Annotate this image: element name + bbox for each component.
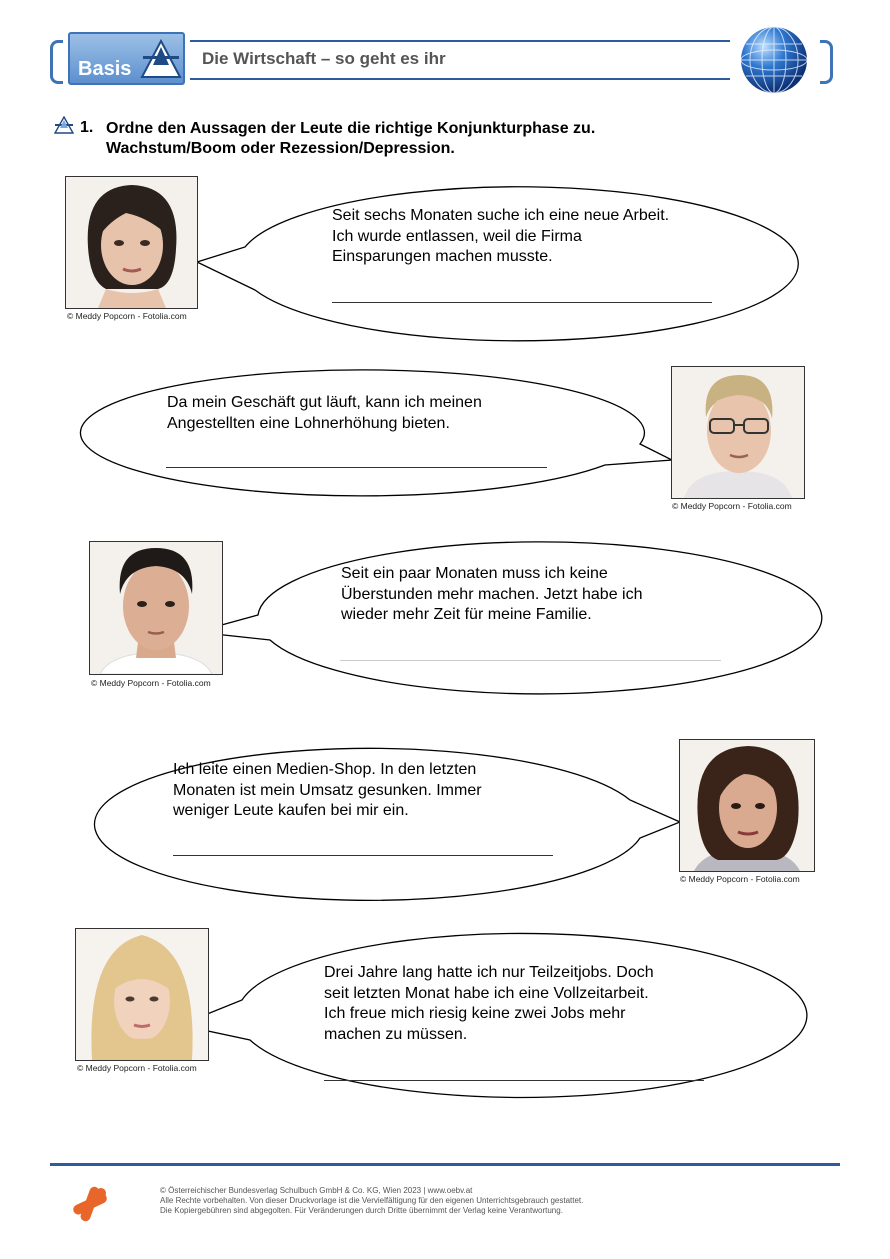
photo-person-4 (679, 739, 815, 872)
answer-line-2[interactable] (166, 467, 547, 468)
photo-credit-5: © Meddy Popcorn - Fotolia.com (77, 1063, 197, 1073)
footer-legal (160, 1186, 583, 1216)
statement-5-line-3: Ich freue mich riesig keine zwei Jobs mehr (324, 1005, 626, 1022)
statement-5 (324, 963, 654, 1045)
photo-person-3 (89, 541, 223, 675)
statement-2-line-1: Da mein Geschäft gut läuft, kann ich meinen (167, 394, 482, 411)
photo-person-1 (65, 176, 198, 309)
statement-4-line-3: weniger Leute kaufen bei mir ein. (173, 802, 409, 819)
page-title: Die Wirtschaft – so geht es ihr (202, 49, 446, 68)
statement-1-line-3: Einsparungen machen musste. (332, 248, 553, 265)
woman-brown-hair-portrait-icon (680, 740, 814, 871)
young-man-portrait-icon (90, 542, 222, 674)
photo-credit-1: © Meddy Popcorn - Fotolia.com (67, 311, 187, 321)
statement-4-line-2: Monaten ist mein Umsatz gesunken. Immer (173, 781, 482, 799)
statement-1-line-1: Seit sechs Monaten suche ich eine neue Arbeit. (332, 207, 670, 224)
statement-4-line-1: Ich leite einen Medien-Shop. In den letzten (173, 761, 477, 778)
photo-credit-3: © Meddy Popcorn - Fotolia.com (91, 678, 211, 688)
footer-rule (50, 1163, 840, 1166)
statement-2-line-2: Angestellten eine Lohnerhöhung bieten. (167, 414, 450, 432)
man-glasses-portrait-icon (672, 367, 804, 498)
footer-line-1: © Österreichischer Bundesverlag Schulbuch GmbH & Co. KG, Wien 2023 | www.oebv.at (160, 1186, 473, 1195)
statement-1 (332, 206, 669, 268)
answer-line-3[interactable] (340, 660, 721, 661)
answer-line-4[interactable] (173, 855, 553, 856)
woman-dark-bob-portrait-icon (66, 177, 197, 308)
task-line-2: Wachstum/Boom oder Rezession/Depression. (106, 140, 455, 157)
answer-line-5[interactable] (324, 1080, 704, 1081)
statement-3-line-3: wieder mehr Zeit für meine Familie. (341, 606, 592, 623)
publisher-logo-icon (70, 1184, 110, 1224)
footer-line-2: Alle Rechte vorbehalten. Von dieser Druckvorlage ist die Vervielfältigung für den eigenen Unterrichtsgebrauch gestattet. (160, 1196, 584, 1205)
statement-5-line-1: Drei Jahre lang hatte ich nur Teilzeitjobs. Doch (324, 964, 654, 981)
statement-5-line-4: machen zu müssen. (324, 1025, 468, 1043)
photo-credit-2: © Meddy Popcorn - Fotolia.com (672, 501, 792, 511)
statement-1-line-2: Ich wurde entlassen, weil die Firma (332, 227, 582, 245)
statement-2 (167, 393, 482, 434)
footer-line-3: Die Kopiergebühren sind abgegolten. Für Veränderungen durch Dritte übernimmt der Verlag keine Verantwortung. (160, 1206, 563, 1215)
task-number: 1. (80, 119, 94, 136)
statement-3-line-2: Überstunden mehr machen. Jetzt habe ich (341, 585, 643, 603)
photo-credit-4: © Meddy Popcorn - Fotolia.com (680, 874, 800, 884)
photo-person-2 (671, 366, 805, 499)
answer-line-1[interactable] (332, 302, 712, 303)
statement-3 (341, 564, 643, 626)
statement-3-line-1: Seit ein paar Monaten muss ich keine (341, 565, 608, 582)
task-line-1: Ordne den Aussagen der Leute die richtige Konjunkturphase zu. (106, 120, 596, 137)
photo-person-5 (75, 928, 209, 1061)
woman-blonde-portrait-icon (76, 929, 208, 1060)
level-label: Basis (78, 58, 132, 80)
statement-5-line-2: seit letzten Monat habe ich eine Vollzeitarbeit. (324, 984, 649, 1002)
statement-4 (173, 760, 482, 822)
